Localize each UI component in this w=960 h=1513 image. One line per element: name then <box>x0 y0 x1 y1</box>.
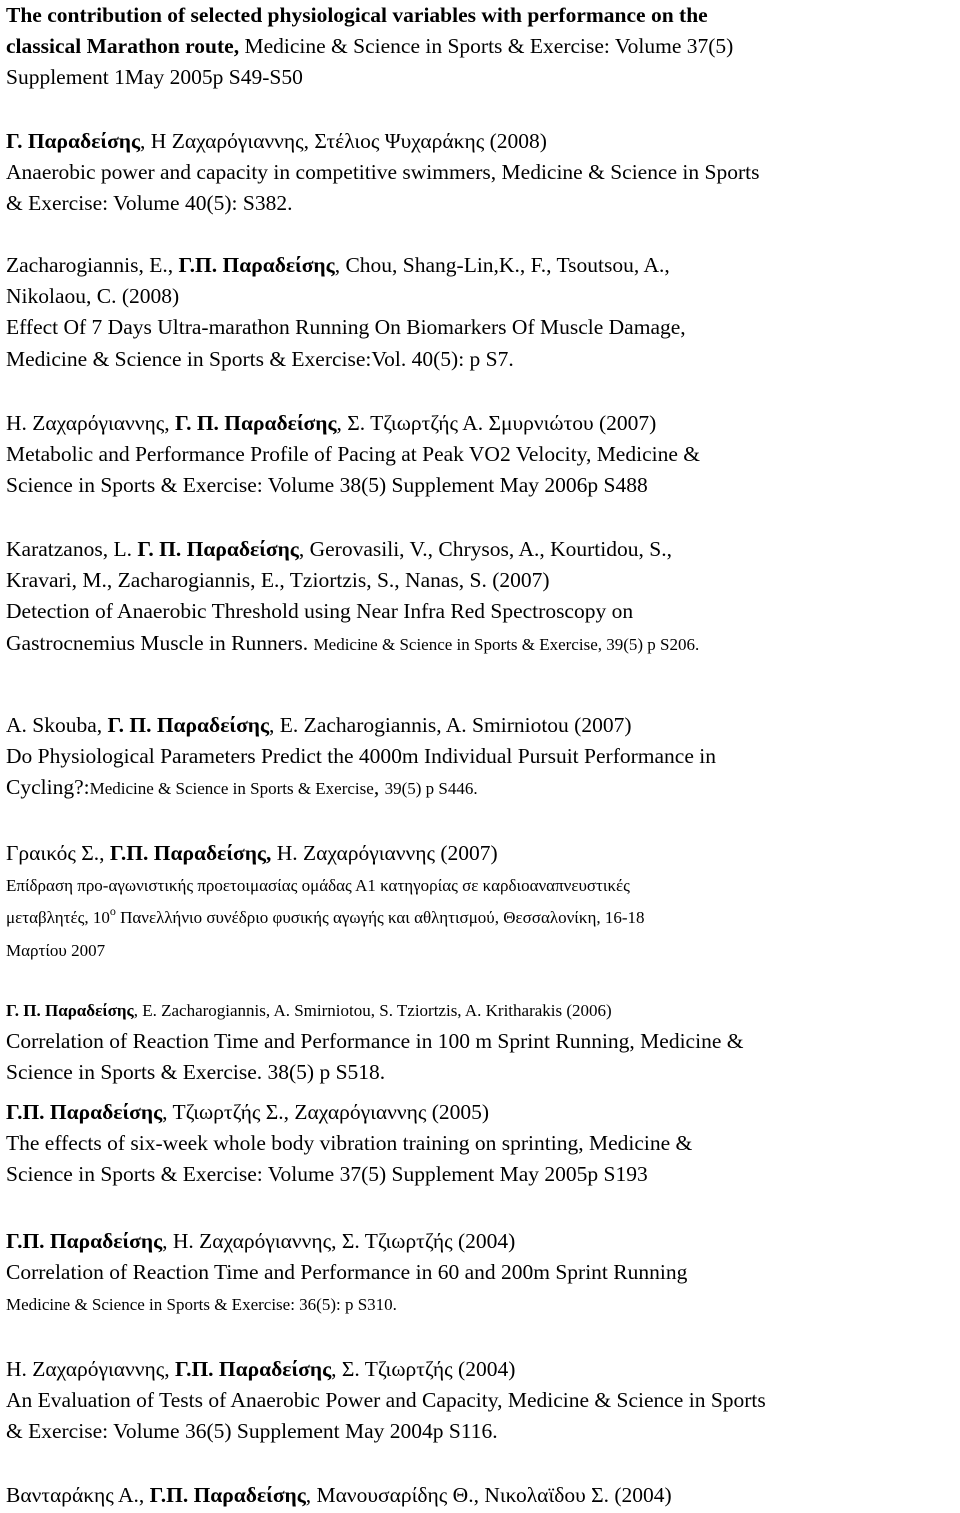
text-segment: The effects of six-week whole body vibration training on sprinting, Medicine & <box>6 1131 693 1156</box>
reference-entry-12 <box>6 1480 958 1511</box>
entry-line <box>6 31 958 62</box>
entry-line <box>6 126 958 157</box>
reference-entry-1 <box>6 0 958 94</box>
entry-line <box>6 470 958 501</box>
text-segment: Μαρτίου 2007 <box>6 940 106 960</box>
text-segment: Γ.Π. Παραδείσης <box>149 1483 306 1507</box>
text-segment: Gastrocnemius Muscle in Runners. <box>6 630 314 655</box>
entry-line <box>6 188 958 219</box>
text-segment: & Exercise: Volume 40(5): S382. <box>6 191 293 216</box>
entry-line <box>6 1097 958 1128</box>
entry-line <box>6 1226 958 1257</box>
text-segment: , Η. Ζαχαρόγιαννης, Σ. Τζιωρτζής (2004) <box>162 1229 516 1253</box>
entry-line <box>6 772 958 804</box>
entry-line <box>6 565 958 596</box>
text-segment: Kravari, M., Zacharogiannis, E., Tziortzis, S., Nanas, S. (2007) <box>6 568 550 593</box>
text-segment: Γ.Π. Παραδείσης <box>175 1357 332 1381</box>
entry-line <box>6 1026 958 1057</box>
text-segment: Medicine & Science in Sports & Exercise <box>89 779 374 799</box>
entry-line <box>6 1128 958 1159</box>
text-segment: , E. Zacharogiannis, A. Smirniotou, S. Tziortzis, A. Kritharakis (2006) <box>133 1001 612 1020</box>
text-segment: , Chou, Shang-Lin,K., F., Tsoutsou, A., <box>334 253 670 277</box>
text-segment: Effect Of 7 Days Ultra-marathon Running On Biomarkers Of Muscle Damage, <box>6 315 686 340</box>
text-segment: , Μανουσαρίδης Θ., Νικολαϊδου Σ. (2004) <box>305 1483 672 1507</box>
entry-line <box>6 1288 958 1320</box>
text-segment: , Η Ζαχαρόγιαννης, Στέλιος Ψυχαράκης (2008) <box>140 129 547 153</box>
text-segment: , Gerovasili, V., Chrysos, A., Kourtidou, S., <box>298 537 672 561</box>
text-segment: A. Skouba, <box>6 713 108 737</box>
entry-line <box>6 534 958 565</box>
text-segment: Γ. Π. Παραδείσης <box>175 411 337 435</box>
text-segment: Medicine & Science in Sports & Exercise, 39(5) p S206. <box>313 634 700 654</box>
text-segment: Medicine & Science in Sports & Exercise:Vol. 40(5): p S7. <box>6 346 514 371</box>
text-segment: Επίδραση προ-αγωνιστικής προετοιμασίας ομάδας Α1 κατηγορίας σε καρδιοαναπνευστικές <box>6 876 630 896</box>
entry-line <box>6 62 958 93</box>
reference-entry-7 <box>6 838 958 966</box>
entry-line <box>6 710 958 741</box>
text-segment: The contribution of selected physiological variables with performance on the <box>6 3 708 27</box>
entry-line <box>6 741 958 772</box>
text-segment: Metabolic and Performance Profile of Pacing at Peak VO2 Velocity, Medicine & <box>6 442 700 467</box>
text-segment: Γ.Π. Παραδείσης <box>178 253 335 277</box>
entry-line <box>6 250 958 281</box>
text-segment: Γραικός Σ., <box>6 841 110 865</box>
entry-line <box>6 934 958 966</box>
entry-line <box>6 1159 958 1190</box>
text-segment: Science in Sports & Exercise: Volume 38(5) Supplement May 2006p S488 <box>6 473 648 498</box>
text-segment: Cycling?: <box>6 775 90 800</box>
entry-line <box>6 0 958 31</box>
text-segment: Βανταράκης Α., <box>6 1483 150 1507</box>
text-segment: Γ.Π. Παραδείσης, <box>109 841 272 865</box>
entry-line <box>6 838 958 869</box>
text-segment: Science in Sports & Exercise. 38(5) p S518. <box>6 1060 386 1085</box>
reference-entry-4 <box>6 408 958 502</box>
text-segment: An Evaluation of Tests of Anaerobic Power and Capacity, Medicine & Science in Sports <box>6 1388 766 1413</box>
entry-line <box>6 1416 958 1447</box>
text-segment: Η. Ζαχαρόγιαννης, <box>6 411 175 435</box>
reference-entry-5 <box>6 534 958 660</box>
text-segment: Γ.Π. Παραδείσης <box>6 1229 163 1253</box>
entry-line <box>6 408 958 439</box>
entry-line <box>6 596 958 627</box>
reference-entry-11 <box>6 1354 958 1448</box>
entry-line <box>6 1257 958 1288</box>
entry-line <box>6 628 958 660</box>
text-segment: μεταβλητές, 10 <box>6 908 110 928</box>
text-segment: , Σ. Τζιωρτζής Α. Σμυρνιώτου (2007) <box>336 411 657 435</box>
text-segment: Anaerobic power and capacity in competitive swimmers, Medicine & Science in Sports <box>6 160 760 185</box>
entry-line <box>6 1354 958 1385</box>
entry-line <box>6 344 958 375</box>
reference-entry-2 <box>6 126 958 220</box>
text-segment: Zacharogiannis, E., <box>6 253 179 277</box>
reference-entry-10 <box>6 1226 958 1321</box>
reference-entry-8 <box>6 994 958 1089</box>
text-segment: Correlation of Reaction Time and Performance in 60 and 200m Sprint Running <box>6 1260 688 1285</box>
entry-line <box>6 1480 958 1511</box>
reference-entry-9 <box>6 1097 958 1191</box>
entry-line <box>6 901 958 933</box>
text-segment: Science in Sports & Exercise: Volume 37(5) Supplement May 2005p S193 <box>6 1162 648 1187</box>
reference-entry-6 <box>6 710 958 805</box>
text-segment: 39(5) p S446. <box>384 779 478 799</box>
reference-entry-3 <box>6 250 958 375</box>
text-segment: Karatzanos, L. <box>6 537 138 561</box>
text-segment: classical Marathon route, <box>6 34 240 59</box>
text-segment: , <box>373 775 385 800</box>
text-segment: Γ. Π. Παραδείσης <box>137 537 299 561</box>
entry-line <box>6 994 958 1026</box>
entry-line <box>6 281 958 312</box>
text-segment: Η. Ζαχαρόγιαννης (2007) <box>271 841 498 865</box>
text-segment: Πανελλήνιο συνέδριο φυσικής αγωγής και αθλητισμού, Θεσσαλονίκη, 16-18 <box>115 908 645 928</box>
text-segment: Γ. Παραδείσης <box>6 129 141 153</box>
text-segment: , E. Zacharogiannis, A. Smirniotou (2007) <box>269 713 632 737</box>
entry-line <box>6 157 958 188</box>
text-segment: ο <box>109 904 116 919</box>
text-segment: Medicine & Science in Sports & Exercise: Volume 37(5) <box>239 34 734 59</box>
entry-line <box>6 1385 958 1416</box>
entry-line <box>6 312 958 343</box>
text-segment: Γ. Π. Παραδείσης <box>107 713 270 737</box>
entry-line <box>6 869 958 901</box>
text-segment: Correlation of Reaction Time and Performance in 100 m Sprint Running, Medicine & <box>6 1029 744 1054</box>
text-segment: Η. Ζαχαρόγιαννης, <box>6 1357 175 1381</box>
text-segment: , Σ. Τζιωρτζής (2004) <box>331 1357 516 1381</box>
entry-line <box>6 439 958 470</box>
text-segment: Supplement 1May 2005p S49-S50 <box>6 65 303 90</box>
entry-line <box>6 1057 958 1088</box>
text-segment: Detection of Anaerobic Threshold using Near Infra Red Spectroscopy on <box>6 599 634 624</box>
text-segment: Γ.Π. Παραδείσης <box>6 1100 163 1124</box>
text-segment: Do Physiological Parameters Predict the 4000m Individual Pursuit Performance in <box>6 744 716 769</box>
text-segment: Γ. Π. Παραδείσης <box>6 1001 134 1020</box>
text-segment: Medicine & Science in Sports & Exercise: 36(5): p S310. <box>6 1295 397 1315</box>
text-segment: Nikolaou, C. (2008) <box>6 284 180 309</box>
text-segment: & Exercise: Volume 36(5) Supplement May 2004p S116. <box>6 1419 498 1444</box>
text-segment: , Τζιωρτζής Σ., Ζαχαρόγιαννης (2005) <box>162 1100 490 1124</box>
